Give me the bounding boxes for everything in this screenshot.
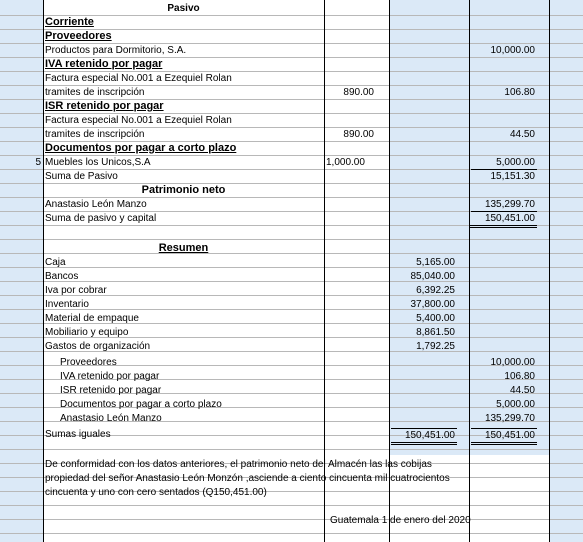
docs-base[interactable]: 1,000.00	[326, 157, 365, 168]
suma-pasivo-capital-label[interactable]: Suma de pasivo y capital	[45, 213, 157, 224]
asset-label[interactable]: Material de empaque	[45, 313, 139, 324]
asset-value[interactable]: 1,792.25	[416, 341, 455, 352]
liability-value[interactable]: 135,299.70	[484, 413, 535, 424]
isr-base[interactable]: 890.00	[343, 129, 374, 140]
row-line	[0, 449, 583, 450]
liability-label[interactable]: Documentos por pagar a corto plazo	[60, 399, 222, 410]
col-line-e	[549, 0, 550, 542]
liability-value[interactable]: 44.50	[509, 385, 535, 396]
docs-item[interactable]: Muebles los Unicos,S.A	[45, 157, 151, 168]
asset-value[interactable]: 85,040.00	[410, 271, 455, 282]
asset-value[interactable]: 5,165.00	[416, 257, 455, 268]
liability-label[interactable]: Anastasio León Manzo	[60, 413, 162, 424]
patrimonio-value[interactable]: 135,299.70	[471, 198, 537, 212]
asset-label[interactable]: Bancos	[45, 271, 79, 282]
row-line	[0, 239, 583, 240]
corriente-label[interactable]: Corriente	[45, 16, 94, 28]
pasivo-header[interactable]: Pasivo	[167, 3, 200, 14]
asset-value[interactable]: 8,861.50	[416, 327, 455, 338]
liability-label[interactable]: IVA retenido por pagar	[60, 371, 160, 382]
docs-total[interactable]: 5,000.00	[471, 156, 537, 170]
sumas-iguales-label[interactable]: Sumas iguales	[45, 429, 111, 440]
asset-label[interactable]: Caja	[45, 257, 66, 268]
iva-line2[interactable]: tramites de inscripción	[45, 87, 145, 98]
liability-value[interactable]: 5,000.00	[496, 399, 535, 410]
paragraph-line-3[interactable]: cincuenta y uno con cero sentados (Q150,451.00)	[45, 487, 267, 498]
sumas-right-value[interactable]: 150,451.00	[471, 428, 537, 445]
row-line	[0, 533, 583, 534]
liability-label[interactable]: Proveedores	[60, 357, 117, 368]
suma-pasivo-value[interactable]: 15,151.30	[490, 171, 535, 182]
suma-pasivo-label[interactable]: Suma de Pasivo	[45, 171, 118, 182]
blue-column-right-margin	[549, 0, 583, 542]
footer-date[interactable]: Guatemala 1 de enero del 2020	[330, 515, 471, 526]
patrimonio-item[interactable]: Anastasio León Manzo	[45, 199, 147, 210]
isr-line1[interactable]: Factura especial No.001 a Ezequiel Rolan	[45, 115, 232, 126]
proveedores-title[interactable]: Proveedores	[45, 30, 112, 42]
liability-value[interactable]: 10,000.00	[490, 357, 535, 368]
liability-label[interactable]: ISR retenido por pagar	[60, 385, 162, 396]
proveedores-total[interactable]: 10,000.00	[490, 45, 535, 56]
iva-line1[interactable]: Factura especial No.001 a Ezequiel Rolan	[45, 73, 232, 84]
row-line	[0, 505, 583, 506]
asset-label[interactable]: Mobiliario y equipo	[45, 327, 129, 338]
isr-line2[interactable]: tramites de inscripción	[45, 129, 145, 140]
asset-label[interactable]: Gastos de organización	[45, 341, 151, 352]
liability-value[interactable]: 106.80	[504, 371, 535, 382]
isr-total[interactable]: 44.50	[509, 129, 535, 140]
sumas-left-value[interactable]: 150,451.00	[391, 428, 457, 445]
iva-base[interactable]: 890.00	[343, 87, 374, 98]
iva-title[interactable]: IVA retenido por pagar	[45, 58, 163, 70]
asset-label[interactable]: Inventario	[45, 299, 89, 310]
iva-total[interactable]: 106.80	[504, 87, 535, 98]
patrimonio-header[interactable]: Patrimonio neto	[141, 184, 226, 196]
docs-row-number: 5	[35, 157, 41, 168]
asset-value[interactable]: 37,800.00	[410, 299, 455, 310]
asset-value[interactable]: 5,400.00	[416, 313, 455, 324]
blue-column-left-margin	[0, 0, 43, 542]
paragraph-line-1[interactable]: De conformidad con los datos anteriores, el patrimonio neto del Almacén las las cobijas	[45, 459, 432, 470]
docs-title[interactable]: Documentos por pagar a corto plazo	[45, 142, 237, 154]
isr-title[interactable]: ISR retenido por pagar	[45, 100, 164, 112]
asset-label[interactable]: Iva por cobrar	[45, 285, 107, 296]
asset-value[interactable]: 6,392.25	[416, 285, 455, 296]
resumen-header[interactable]: Resumen	[158, 242, 209, 254]
proveedores-item[interactable]: Productos para Dormitorio, S.A.	[45, 45, 187, 56]
suma-pasivo-capital-value[interactable]: 150,451.00	[469, 212, 537, 228]
paragraph-line-2[interactable]: propiedad del señor Anastasio León Monzón ,asciende a ciento cincuenta mil cuatrocientos	[45, 473, 450, 484]
